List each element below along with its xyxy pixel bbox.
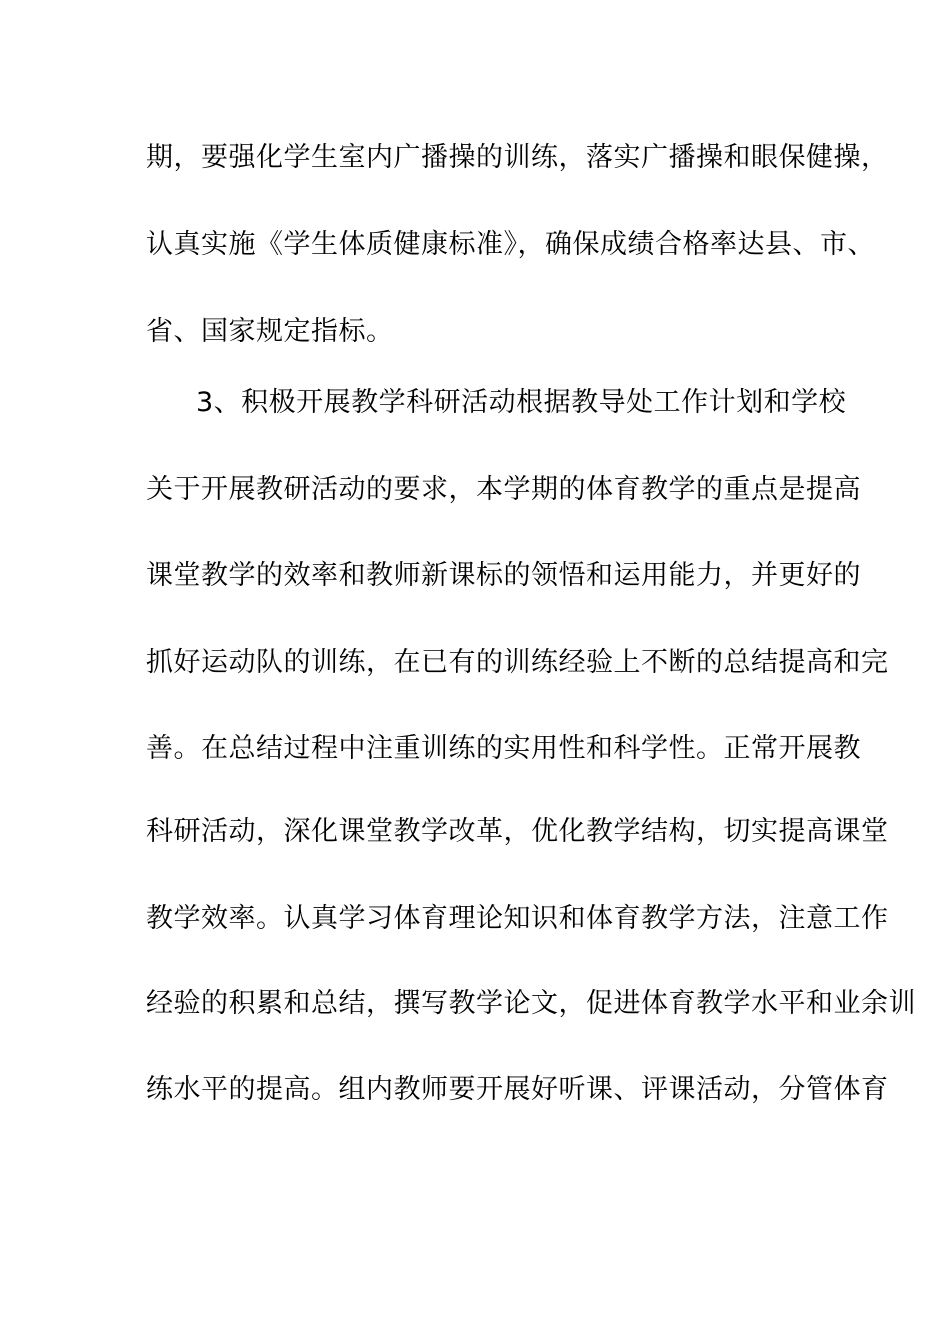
paragraph-start-line: 3、积极开展教学科研活动根据教导处工作计划和学校: [196, 387, 847, 418]
text-line: 期，要强化学生室内广播操的训练，落实广播操和眼保健操，: [146, 142, 889, 173]
text-line: 课堂教学的效率和教师新课标的领悟和运用能力，并更好的: [146, 560, 861, 591]
text-line: 经验的积累和总结，撰写教学论文，促进体育教学水平和业余训: [146, 988, 916, 1019]
text-line: 关于开展教研活动的要求，本学期的体育教学的重点是提高: [146, 474, 861, 505]
text-line: 练水平的提高。组内教师要开展好听课、评课活动，分管体育: [146, 1074, 889, 1105]
text-line: 教学效率。认真学习体育理论知识和体育教学方法，注意工作: [146, 903, 889, 934]
text-line: 抓好运动队的训练，在已有的训练经验上不断的总结提高和完: [146, 647, 889, 678]
text-line: 省、国家规定指标。: [146, 316, 394, 347]
text-line: 认真实施《学生体质健康标准》，确保成绩合格率达县、市、: [146, 229, 875, 260]
text-line: 善。在总结过程中注重训练的实用性和科学性。正常开展教: [146, 733, 861, 764]
text-line: 科研活动，深化课堂教学改革，优化教学结构，切实提高课堂: [146, 816, 889, 847]
